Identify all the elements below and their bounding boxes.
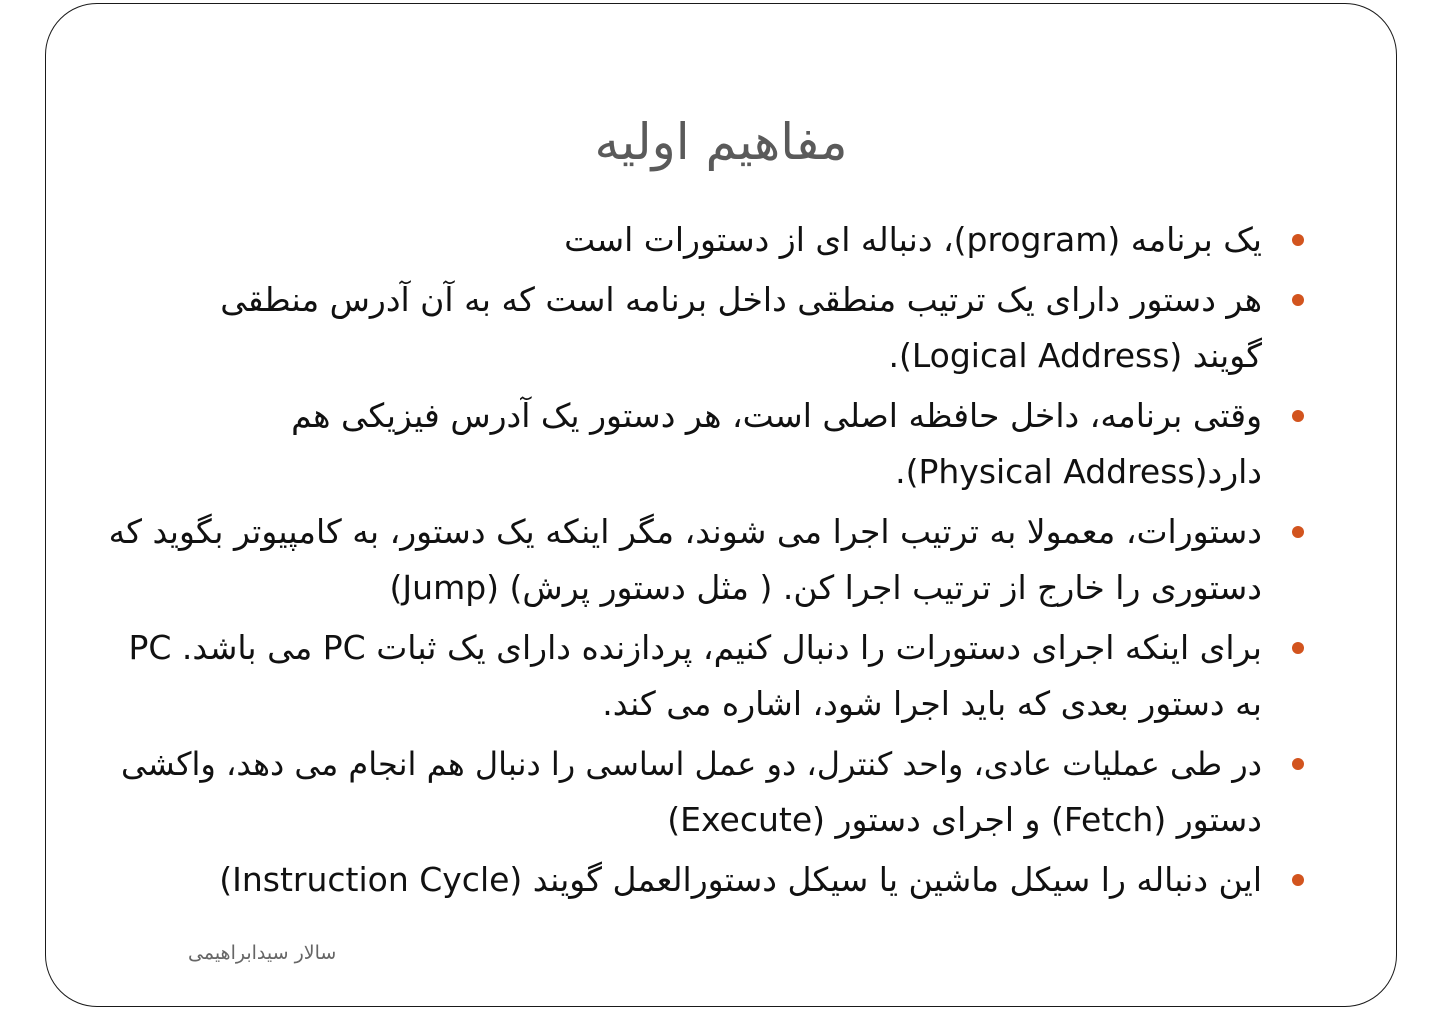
bullet-dot-icon <box>1292 294 1304 306</box>
slide-title: مفاهیم اولیه <box>594 113 848 171</box>
bullet-item <box>86 272 1308 384</box>
bullet-line: دستور (Fetch) و اجرای دستور (Execute) <box>667 800 1262 839</box>
bullet-line: یک برنامه (program)، دنباله ای از دستورات است <box>564 220 1262 259</box>
bullet-line: برای اینکه اجرای دستورات را دنبال کنیم، پردازنده دارای یک ثبات PC می باشد. PC <box>128 628 1262 667</box>
bullet-dot-icon <box>1292 410 1304 422</box>
bullet-line: این دنباله را سیکل ماشین یا سیکل دستورالعمل گویند (Instruction Cycle) <box>219 860 1262 899</box>
bullet-list <box>86 212 1308 912</box>
bullet-dot-icon <box>1292 526 1304 538</box>
bullet-item <box>86 736 1308 848</box>
bullet-line: به دستور بعدی که باید اجرا شود، اشاره می کند. <box>602 684 1262 723</box>
bullet-line: در طی عملیات عادی، واحد کنترل، دو عمل اساسی را دنبال هم انجام می دهد، واکشی <box>121 745 1262 783</box>
bullet-line: هر دستور دارای یک ترتیب منطقی داخل برنامه است که به آن آدرس منطقی <box>220 280 1262 319</box>
bullet-item <box>86 852 1308 908</box>
bullet-dot-icon <box>1292 874 1304 886</box>
footer-author: سالار سیدابراهیمی <box>188 942 337 964</box>
bullet-dot-icon <box>1292 758 1304 770</box>
bullet-dot-icon <box>1292 642 1304 654</box>
slide <box>45 3 1397 1007</box>
bullet-item <box>86 504 1308 616</box>
bullet-line: دارد(Physical Address). <box>895 452 1262 491</box>
bullet-dot-icon <box>1292 234 1304 246</box>
bullet-item <box>86 620 1308 732</box>
bullet-item <box>86 388 1308 500</box>
bullet-line: گویند (Logical Address). <box>888 336 1262 375</box>
bullet-line: وقتی برنامه، داخل حافظه اصلی است، هر دستور یک آدرس فیزیکی هم <box>291 396 1262 435</box>
bullet-item <box>86 212 1308 268</box>
bullet-line: دستوری را خارج از ترتیب اجرا کن. ( مثل دستور پرش) (Jump) <box>389 568 1262 607</box>
bullet-line: دستورات، معمولا به ترتیب اجرا می شوند، مگر اینکه یک دستور، به کامپیوتر بگوید که <box>108 512 1262 551</box>
